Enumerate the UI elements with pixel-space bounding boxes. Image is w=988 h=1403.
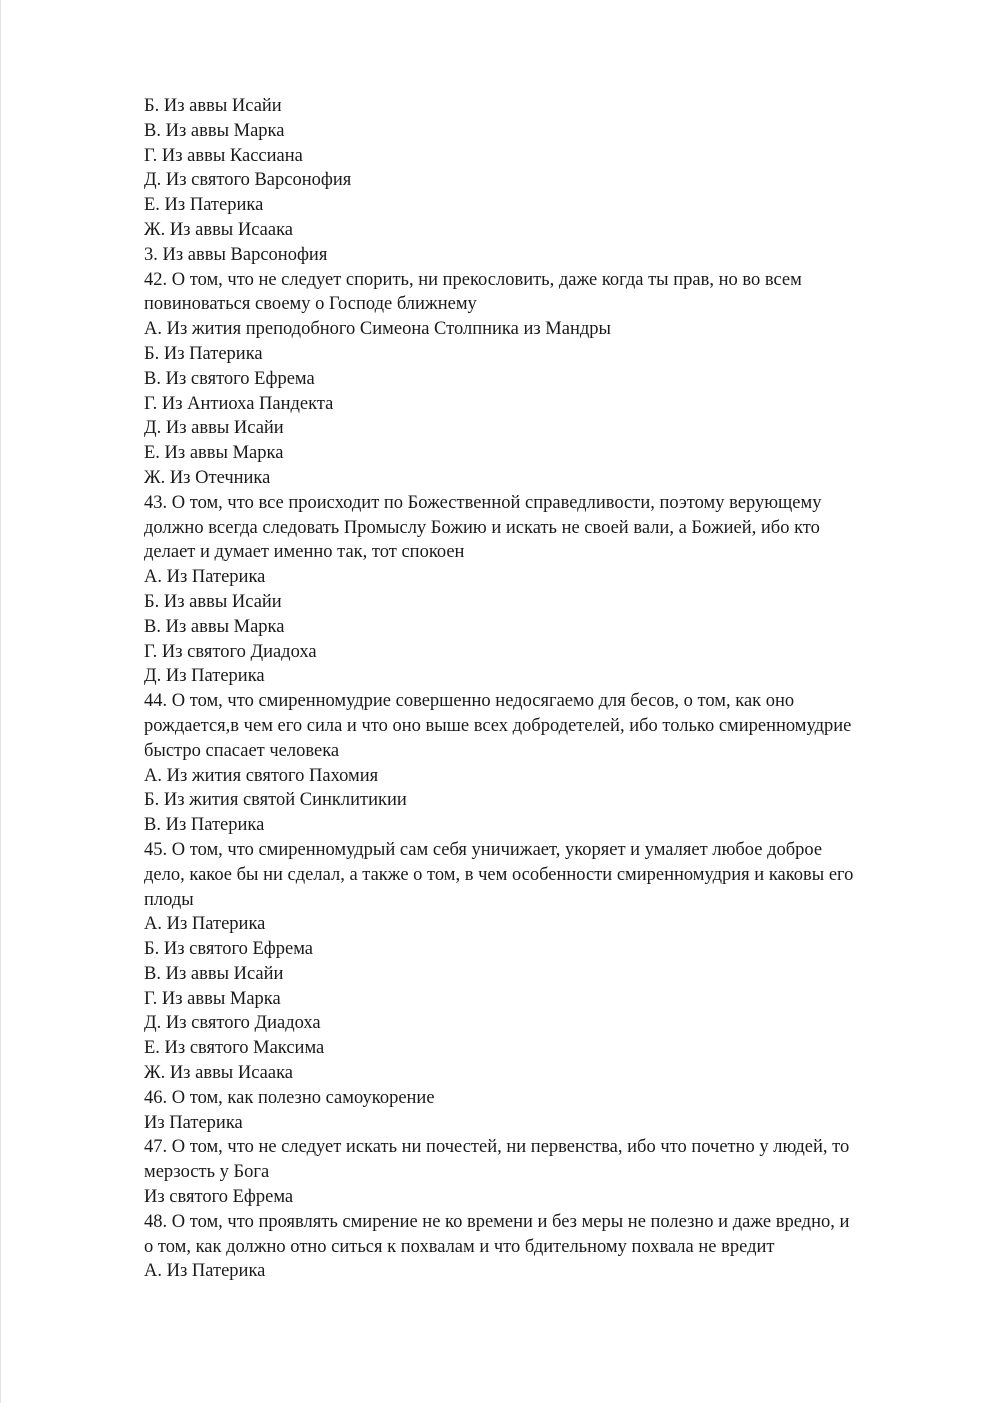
text-line: А. Из жития святого Пахомия <box>144 765 379 786</box>
text-line: плоды <box>144 889 194 910</box>
text-line: Из Патерика <box>144 1112 243 1133</box>
text-line: А. Из жития преподобного Симеона Столпника из Мандры <box>144 319 611 340</box>
text-line: Г. Из аввы Марка <box>144 988 281 1009</box>
text-line: Ж. Из аввы Исаака <box>144 219 293 240</box>
text-line: повиноваться своему о Господе ближнему <box>144 294 477 315</box>
text-line: делает и думает именно так, тот спокоен <box>144 542 465 563</box>
text-line: Из святого Ефрема <box>144 1187 294 1208</box>
text-line: В. Из аввы Марка <box>144 616 285 637</box>
document-body <box>144 94 934 1284</box>
text-line: Б. Из аввы Исайи <box>144 591 282 612</box>
text-line: Г. Из аввы Кассиана <box>144 145 303 166</box>
text-line: 42. О том, что не следует спорить, ни прекословить, даже когда ты прав, но во всем <box>144 269 802 290</box>
text-line: 46. О том, как полезно самоукорение <box>144 1087 435 1108</box>
text-line: 48. О том, что проявлять смирение не ко времени и без меры не полезно и даже вредно, и <box>144 1211 850 1232</box>
text-line: дело, какое бы ни сделал, а также о том, в чем особенности смиренномудрия и каковы его <box>144 864 854 885</box>
text-line: Д. Из святого Диадоха <box>144 1013 321 1034</box>
text-line: Г. Из Антиоха Пандекта <box>144 393 334 414</box>
text-line: Е. Из Патерика <box>144 195 264 216</box>
text-line: Д. Из святого Варсонофия <box>144 170 352 191</box>
text-line: должно всегда следовать Промыслу Божию и искать не своей вали, а Божией, ибо кто <box>144 517 820 538</box>
text-line: Е. Из святого Максима <box>144 1038 325 1059</box>
text-line: Б. Из святого Ефрема <box>144 939 314 960</box>
text-line: А. Из Патерика <box>144 1261 266 1282</box>
text-line: А. Из Патерика <box>144 567 266 588</box>
text-line: 43. О том, что все происходит по Божественной справедливости, поэтому верующему <box>144 492 822 513</box>
text-line: 3. Из аввы Варсонофия <box>144 244 328 265</box>
text-line: А. Из Патерика <box>144 914 266 935</box>
text-line: быстро спасает человека <box>144 740 340 761</box>
text-line: Б. Из аввы Исайи <box>144 96 282 116</box>
text-line: Г. Из святого Диадоха <box>144 641 317 662</box>
text-line: Ж. Из аввы Исаака <box>144 1063 293 1084</box>
text-line: Д. Из Патерика <box>144 666 265 687</box>
text-line: В. Из аввы Исайи <box>144 963 284 984</box>
text-line: 44. О том, что смиренномудрие совершенно недосягаемо для бесов, о том, как оно <box>144 691 795 712</box>
text-line: о том, как должно отно ситься к похвалам и что бдительному похвала не вредит <box>144 1236 775 1257</box>
text-line: Д. Из аввы Исайи <box>144 418 284 439</box>
text-line: Ж. Из Отечника <box>144 467 271 488</box>
text-line: В. Из Патерика <box>144 815 265 836</box>
text-line: Е. Из аввы Марка <box>144 443 284 464</box>
text-line: рождается,в чем его сила и что оно выше всех добродетелей, ибо только смиренномудрие <box>144 715 852 736</box>
text-line: В. Из святого Ефрема <box>144 368 315 389</box>
text-line: мерзость у Бога <box>144 1162 270 1183</box>
text-line: 47. О том, что не следует искать ни почестей, ни первенства, ибо что почетно у людей, то <box>144 1137 850 1158</box>
text-line: В. Из аввы Марка <box>144 120 285 141</box>
text-line: Б. Из Патерика <box>144 343 263 364</box>
text-line: Б. Из жития святой Синклитикии <box>144 790 407 811</box>
text-line: 45. О том, что смиренномудрый сам себя уничижает, укоряет и умаляет любое доброе <box>144 839 823 860</box>
